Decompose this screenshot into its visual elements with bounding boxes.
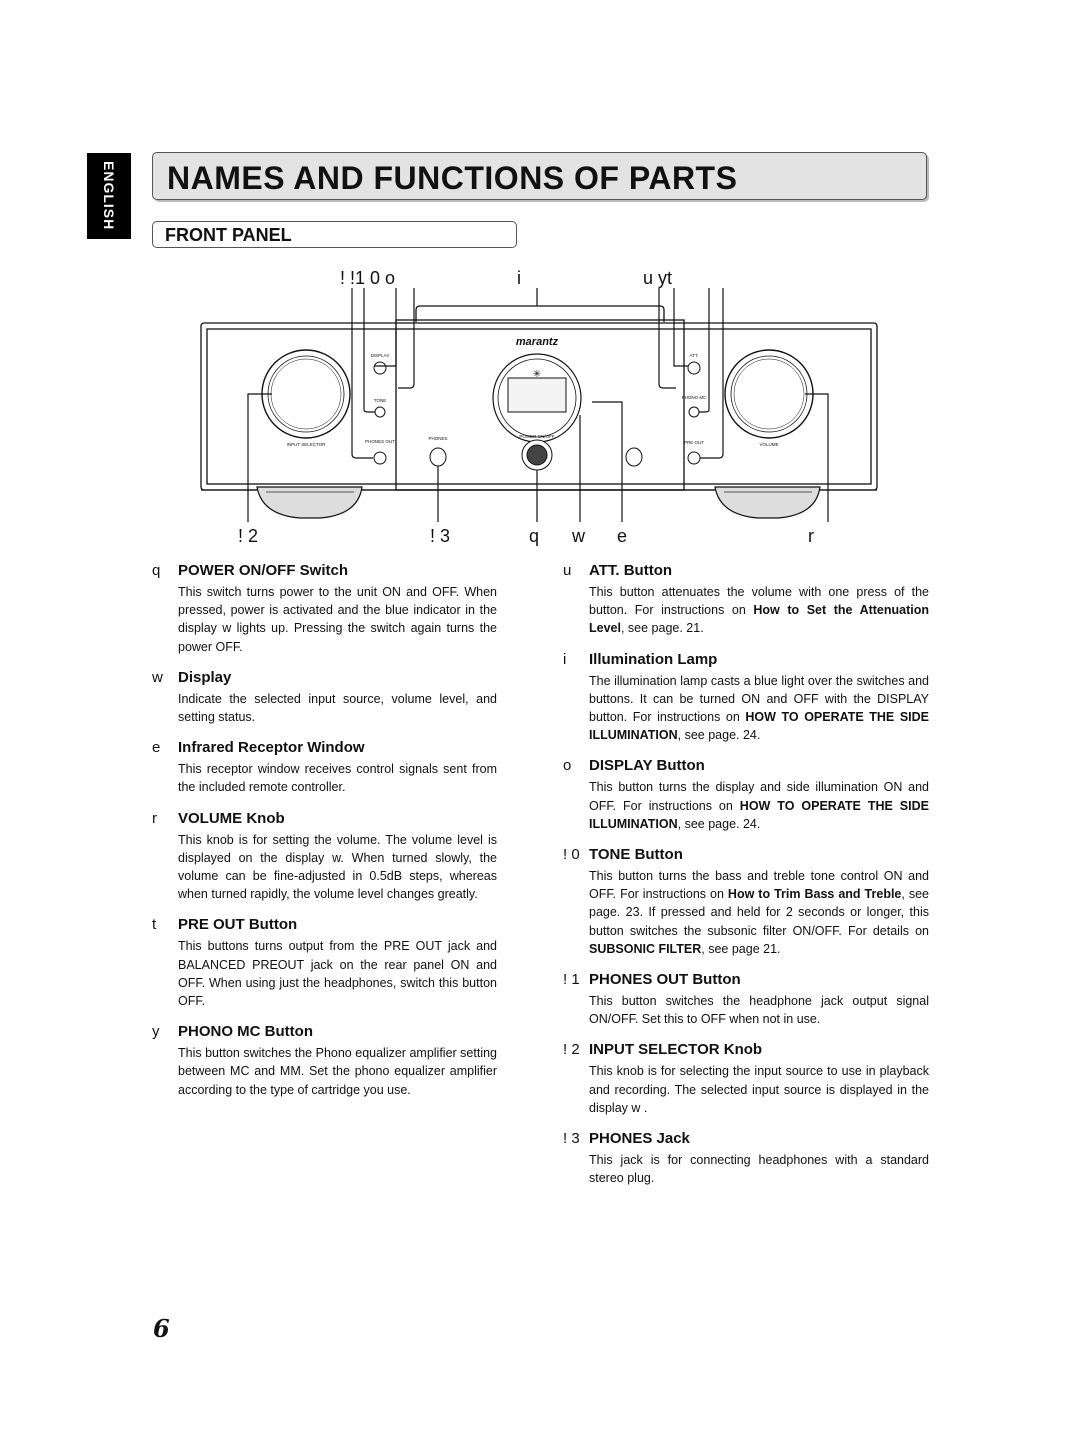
item-power-switch (152, 562, 497, 656)
item-title: PHONES Jack (589, 1130, 690, 1148)
front-panel-figure (0, 0, 1080, 560)
item-display (152, 669, 497, 726)
item-number: ! 2 (563, 1041, 580, 1059)
item-phones-jack (563, 1130, 929, 1187)
callout-top-right: u yt (643, 268, 673, 288)
callout-top-left: ! !1 0 o (340, 268, 396, 288)
item-number: t (152, 916, 157, 934)
item-description: The illumination lamp casts a blue light over the switches and buttons. It can be turned ON and OFF with the DISPLAY button. For instructions on HOW TO OPERATE THE SIDE ILLUMINATION, see page. 24. (589, 673, 929, 743)
item-phones-out-button (563, 971, 929, 1028)
item-title: POWER ON/OFF Switch (178, 562, 349, 579)
panel-label-phones-out: PHONES OUT (365, 439, 395, 444)
item-title: VOLUME Knob (178, 809, 285, 827)
item-illumination-lamp (563, 651, 929, 745)
item-description: This button attenuates the volume with one press of the button. For instructions on How to Set the Attenuation Level, see page. 21. (589, 585, 929, 636)
item-number: u (563, 562, 572, 579)
item-description: This button switches the headphone jack output signal ON/OFF. Set this to OFF when not in use. (589, 994, 929, 1027)
item-description: This button turns the bass and treble tone control ON and OFF. For instructions on How to Trim Bass and Treble, see page. 23. If pressed and held for 2 seconds or longer, this button switches the subsonic filter ON/OFF. For details on SUBSONIC FILTER, see page 21. (589, 869, 929, 956)
item-number: y (152, 1023, 160, 1041)
item-description: This jack is for connecting headphones with a standard stereo plug. (589, 1153, 929, 1186)
panel-label-att: ATT. (689, 353, 699, 358)
item-title: Infrared Receptor Window (178, 739, 365, 757)
section-heading: FRONT PANEL (165, 225, 292, 245)
panel-label-volume: VOLUME (759, 442, 779, 447)
callout-bottom-w: w (572, 526, 585, 546)
item-pre-out-button (152, 916, 497, 1010)
item-number: ! 3 (563, 1130, 580, 1148)
item-number: w (152, 668, 163, 686)
item-title: PRE OUT Button (178, 916, 298, 934)
amplifier-front-panel-drawing (0, 0, 1080, 560)
item-description: This switch turns power to the unit ON and OFF. When pressed, power is activated and the blue indicator in the display w lights up. Pressing the switch again turns the power OFF. (178, 585, 497, 654)
item-description: This button turns the display and side illumination ON and OFF. For instructions on HOW TO OPERATE THE SIDE ILLUMINATION, see page. 24. (589, 780, 929, 831)
item-description: This knob is for selecting the input source to use in playback and recording. The selected input source is displayed in the display w . (589, 1064, 929, 1115)
panel-label-tone: TONE (373, 398, 387, 403)
item-description: This receptor window receives control signals sent from the included remote controller. (178, 762, 497, 795)
item-title: Display (178, 668, 232, 686)
left-column (152, 562, 497, 1112)
item-title: Illumination Lamp (589, 650, 718, 668)
item-number: i (563, 650, 567, 668)
right-column (563, 562, 929, 1200)
callout-bottom-13: ! 3 (430, 526, 451, 546)
item-number: q (152, 562, 161, 579)
item-volume-knob (152, 810, 497, 904)
item-title: DISPLAY Button (589, 757, 705, 775)
panel-label-input-selector: INPUT SELECTOR (286, 442, 326, 447)
item-description: This buttons turns output from the PRE OUT jack and BALANCED PREOUT jack on the rear panel ON and OFF. When using just the headphones, switch this button OFF. (178, 939, 497, 1009)
panel-label-pre-out: PRE OUT (683, 440, 705, 445)
item-number: ! 1 (563, 971, 580, 989)
item-tone-button (563, 846, 929, 958)
item-input-selector-knob (563, 1041, 929, 1117)
page-title: NAMES AND FUNCTIONS OF PARTS (167, 160, 738, 196)
item-title: INPUT SELECTOR Knob (589, 1041, 763, 1059)
callout-bottom-r: r (808, 526, 814, 546)
item-phono-mc-button (152, 1023, 497, 1099)
brand-logo: marantz (515, 336, 559, 348)
item-title: PHONES OUT Button (589, 971, 741, 989)
panel-label-phono-mc: PHONO MC (681, 395, 707, 400)
page-number: 6 (153, 1314, 170, 1343)
item-number: r (152, 809, 157, 827)
item-description: This button switches the Phono equalizer amplifier setting between MC and MM. Set the phono equalizer amplifier according to the type of cartridge you use. (178, 1046, 497, 1097)
item-title: PHONO MC Button (178, 1023, 313, 1041)
item-description: Indicate the selected input source, volume level, and setting status. (178, 691, 497, 725)
item-infrared-window (152, 739, 497, 796)
callout-bottom-e: e (617, 526, 628, 546)
panel-label-power: POWER ON/OFF (519, 434, 555, 439)
item-number: e (152, 739, 161, 757)
svg-text:✳: ✳ (532, 369, 542, 380)
item-att-button (563, 562, 929, 638)
language-tab-label: ENGLISH (101, 161, 117, 231)
panel-label-phones: PHONES (428, 436, 448, 441)
callout-top-center: i (517, 268, 521, 288)
item-number: o (563, 757, 572, 775)
item-description: This knob is for setting the volume. The volume level is displayed on the display w. When turned slowly, the volume can be fine-adjusted in 0.5dB steps, whereas when turned rapidly, the volume level changes greatly. (178, 832, 497, 902)
panel-label-display: DISPLAY (370, 353, 390, 358)
item-title: ATT. Button (589, 562, 673, 579)
item-number: ! 0 (563, 846, 580, 864)
item-display-button (563, 757, 929, 833)
callout-bottom-12: ! 2 (238, 526, 259, 546)
item-title: TONE Button (589, 846, 683, 864)
callout-bottom-q: q (529, 526, 540, 546)
